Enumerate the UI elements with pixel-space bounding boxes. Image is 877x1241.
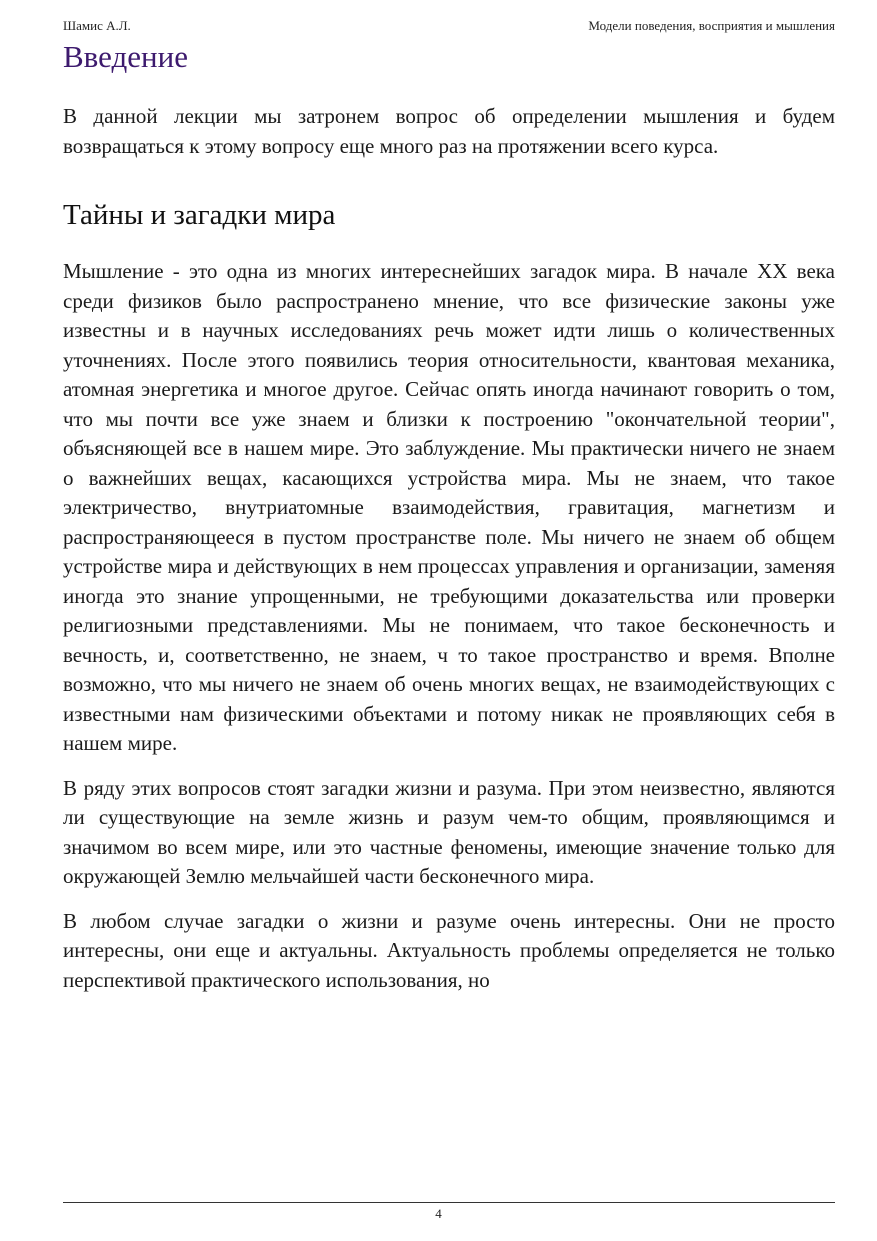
section-title-mysteries: Тайны и загадки мира bbox=[63, 199, 336, 231]
footer-divider bbox=[63, 1202, 835, 1203]
intro-paragraph: В данной лекции мы затронем вопрос об определении мышления и будем возвращаться к этому вопросу еще много раз на протяжении всего курса. bbox=[63, 104, 835, 158]
header-author: Шамис А.Л. bbox=[63, 18, 131, 33]
page-number: 4 bbox=[435, 1206, 442, 1221]
section-title-intro: Введение bbox=[63, 39, 188, 74]
body-paragraph-2: В ряду этих вопросов стоят загадки жизни и разума. При этом неизвестно, являются ли существующие на земле жизнь и разум чем-то общим, проявляющимся и значимом во всем мире, или это частные феномены, имеющие значение только для окружающей Землю мельчайшей части бесконечного мира. bbox=[63, 775, 835, 888]
body-paragraph-3: В любом случае загадки о жизни и разуме очень интересны. Они не просто интересны, они еще и актуальны. Актуальность проблемы определяется не только перспективой практического использования, но bbox=[63, 908, 835, 992]
body-paragraph-1: Мышление - это одна из многих интереснейших загадок мира. В начале XX века среди физиков было распространено мнение, что все физические законы уже известны и в научных исследованиях речь может идти лишь о количественных уточнениях. После этого появились теория относительности, квантовая механика, атомная энергетика и многое другое. Сейчас опять иногда начинают говорить о том, что мы почти все уже знаем и близки к построению "окончательной теории", объясняющей все в нашем мире. Это заблуждение. Мы практически ничего не знаем о важнейших вещах, касающихся устройства мира. Мы не знаем, что такое электричество, внутриатомные взаимодействия, гравитация, магнетизм и распространяющееся в пустом пространстве поле. Мы ничего не знаем об общем устройстве мира и действующих в нем процессах управления и организации, заменяя иногда это знание упрощенными, не требующими доказательства или проверки религиозными представлениями. Мы не понимаем, что такое бесконечность и вечность, и, соответственно, не знаем, ч то такое пространство и время. Вполне возможно, что мы ничего не знаем об очень многих вещах, не взаимодействующих с известными нам физическими объектами и потому никак не проявляющих себя в нашем мире. bbox=[63, 259, 835, 755]
page-header bbox=[63, 18, 835, 34]
page-content bbox=[63, 38, 835, 1010]
header-course-title: Модели поведения, восприятия и мышления bbox=[588, 18, 835, 33]
